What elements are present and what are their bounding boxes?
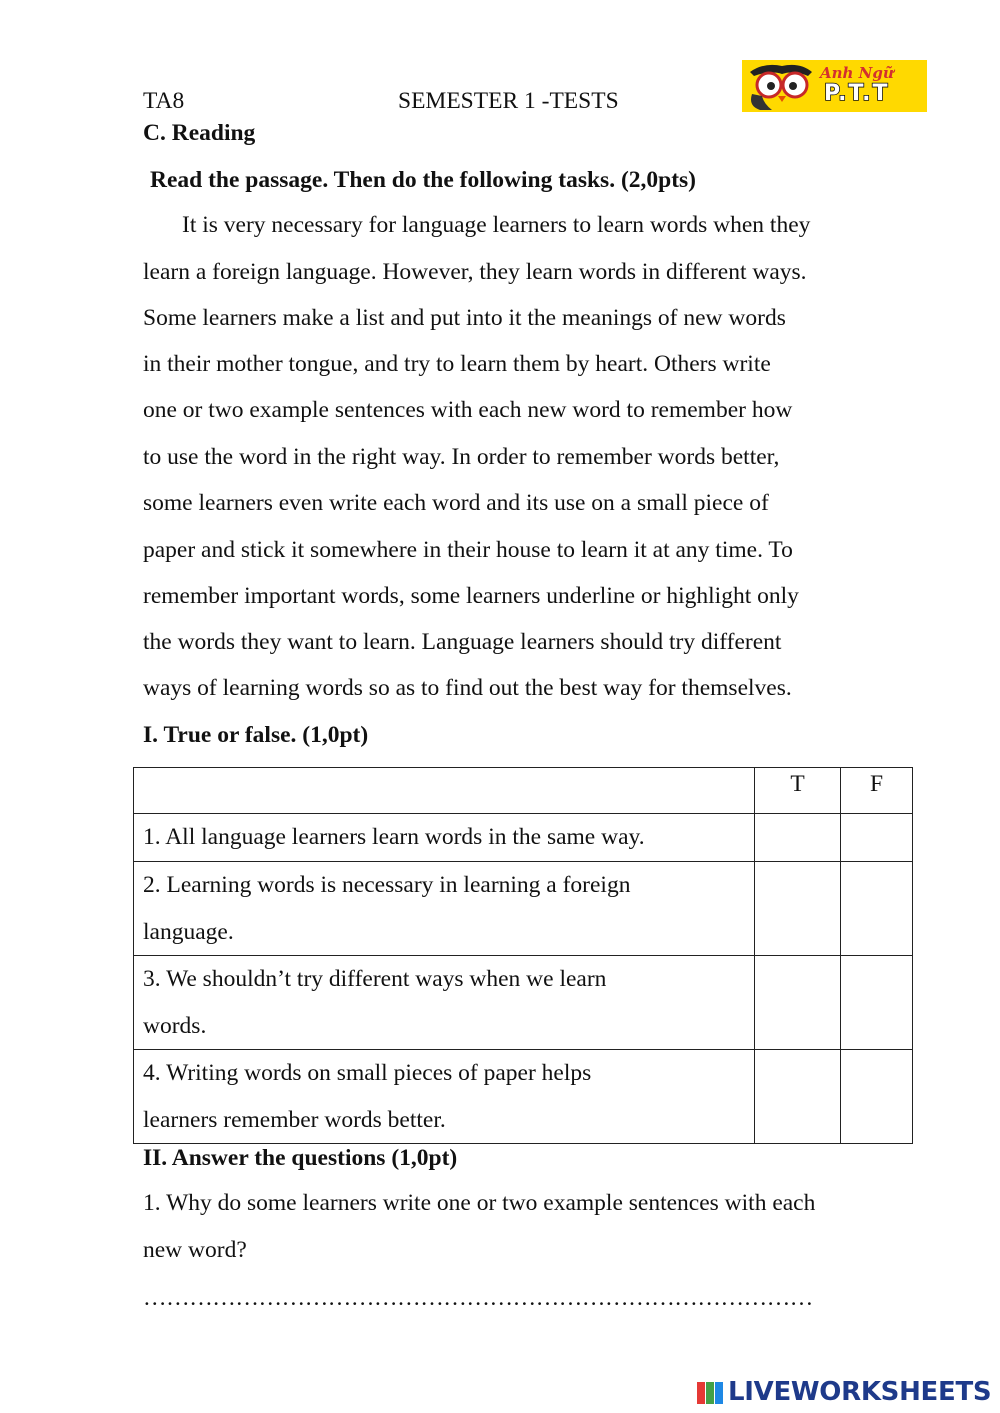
false-answer-box[interactable] xyxy=(841,814,913,862)
statement-text-cont: learners remember words better. xyxy=(143,1106,446,1133)
page-title: SEMESTER 1 -TESTS xyxy=(398,88,619,114)
true-answer-box[interactable] xyxy=(755,956,841,1050)
section-heading: C. Reading xyxy=(143,120,256,146)
table-row xyxy=(134,956,913,1050)
passage-line: learn a foreign language. However, they learn words in different ways. xyxy=(143,259,807,285)
statement-text: 4. Writing words on small pieces of paper helps xyxy=(143,1060,592,1086)
true-answer-box[interactable] xyxy=(755,862,841,956)
section-instruction: Read the passage. Then do the following tasks. (2,0pts) xyxy=(150,167,697,193)
passage-line: ways of learning words so as to find out the best way for themselves. xyxy=(143,675,792,701)
passage-line: It is very necessary for language learners to learn words when they xyxy=(182,212,811,238)
table-row xyxy=(134,814,913,862)
passage-line: remember important words, some learners underline or highlight only xyxy=(143,583,799,609)
true-false-heading: I. True or false. (1,0pt) xyxy=(143,722,369,748)
course-code: TA8 xyxy=(143,88,185,114)
statement-cell xyxy=(134,862,755,956)
passage-line: Some learners make a list and put into it the meanings of new words xyxy=(143,305,786,331)
passage-line: the words they want to learn. Language learners should try different xyxy=(143,629,782,655)
header-blank-cell xyxy=(134,768,755,814)
logo-top-text: Anh Ngữ xyxy=(820,64,894,82)
table-row xyxy=(134,1050,913,1144)
passage-line: one or two example sentences with each new word to remember how xyxy=(143,397,793,423)
brand-text: LIVEWORKSHEETS xyxy=(728,1377,992,1407)
logo-bottom-text: P.T.T xyxy=(824,81,890,106)
false-answer-box[interactable] xyxy=(841,862,913,956)
statement-text-cont: language. xyxy=(143,918,234,945)
statement-cell xyxy=(134,814,755,862)
owl-icon xyxy=(742,60,822,112)
statement-cell xyxy=(134,1050,755,1144)
table-row xyxy=(134,862,913,956)
liveworksheets-icon xyxy=(697,1378,724,1408)
true-answer-box[interactable] xyxy=(755,814,841,862)
question-text: 1. Why do some learners write one or two example sentences with each xyxy=(143,1190,816,1216)
true-answer-box[interactable] xyxy=(755,1050,841,1144)
column-false-header: F xyxy=(841,768,913,814)
statement-cell xyxy=(134,956,755,1050)
questions-heading: II. Answer the questions (1,0pt) xyxy=(143,1145,458,1171)
statement-text: 1. All language learners learn words in the same way. xyxy=(143,824,645,850)
column-true-header: T xyxy=(755,768,841,814)
false-answer-box[interactable] xyxy=(841,956,913,1050)
passage-line: some learners even write each word and its use on a small piece of xyxy=(143,490,769,516)
brand-logo xyxy=(742,60,927,112)
question-text-cont: new word? xyxy=(143,1237,247,1263)
passage-line: to use the word in the right way. In order to remember words better, xyxy=(143,444,780,470)
statement-text: 3. We shouldn’t try different ways when we learn xyxy=(143,966,607,992)
false-answer-box[interactable] xyxy=(841,1050,913,1144)
table-header-row xyxy=(134,768,913,814)
passage-line: in their mother tongue, and try to learn them by heart. Others write xyxy=(143,351,771,377)
statement-text: 2. Learning words is necessary in learning a foreign xyxy=(143,872,631,898)
passage-line: paper and stick it somewhere in their house to learn it at any time. To xyxy=(143,537,793,563)
statement-text-cont: words. xyxy=(143,1012,207,1039)
answer-input-line[interactable]: …………………………………………………………………………… xyxy=(143,1285,813,1311)
liveworksheets-logo xyxy=(697,1377,991,1405)
true-false-table xyxy=(133,767,913,1144)
